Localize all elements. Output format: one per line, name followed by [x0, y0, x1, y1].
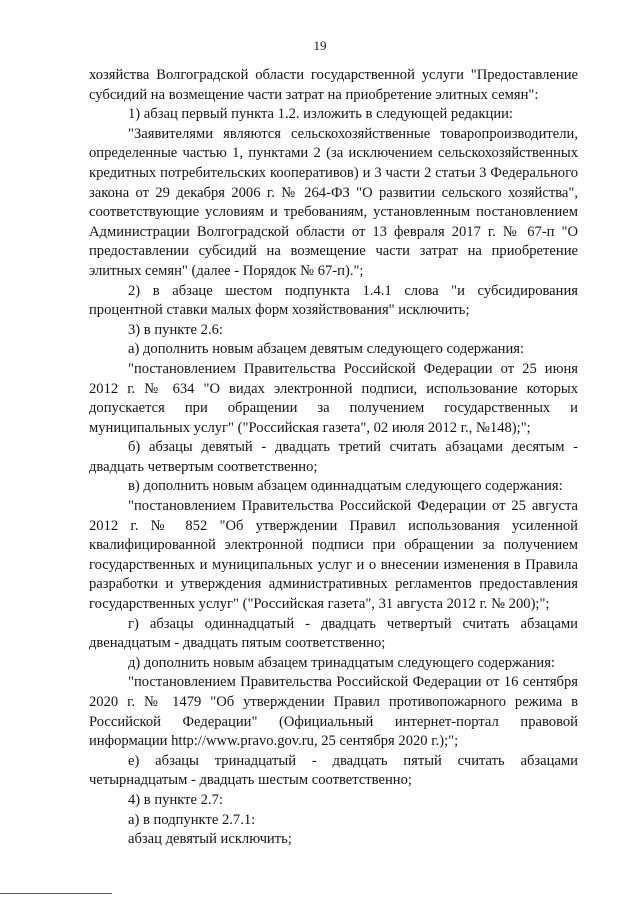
paragraph: 1) абзац первый пункта 1.2. изложить в следующей редакции:	[128, 106, 513, 123]
paragraph: 4) в пункте 2.7:	[128, 791, 223, 808]
paragraph: а) в подпункте 2.7.1:	[128, 811, 256, 828]
paragraph: д) дополнить новым абзацем тринадцатым следующего содержания:	[128, 654, 555, 671]
paragraph: в) дополнить новым абзацем одиннадцатым следующего содержания:	[128, 478, 563, 495]
paragraph: "постановлением Правительства Российской Федерации от 25 июня 2012 г. № 634 "О видах электронной подписи, использование которых допускается при обращении за получением государственных и муниципальных услуг" ("Российская газета", 02 июля 2012 г., №148);";	[89, 360, 578, 436]
paragraph: а) дополнить новым абзацем девятым следующего содержания:	[128, 341, 525, 358]
paragraph: "Заявителями являются сельскохозяйственные товаропроизводители, определенные частью 1, пунктами 2 (за исключением сельскохозяйственных кредитных потребительских кооперативов) и 3 части 2 статьи 3 Федерального закона от 29 декабря 2006 г. № 264-ФЗ "О развитии сельского хозяйства", соответствующие условиям и требованиям, установленным постановлением Администрации Волгоградской области от 13 февраля 2017 г. № 67-п "О предоставлении субсидий на возмещение части затрат на приобретение элитных семян" (далее - Порядок № 67-п).";	[89, 125, 578, 279]
paragraph: 2) в абзаце шестом подпункта 1.4.1 слова "и субсидирования процентной ставки малых форм хозяйствования" исключить;	[89, 282, 578, 319]
paragraph: е) абзацы тринадцатый - двадцать пятый считать абзацами четырнадцатым - двадцать шестым соответственно;	[89, 752, 578, 789]
paragraph: "постановлением Правительства Российской Федерации от 16 сентября 2020 г. № 1479 "Об утверждении Правил противопожарного режима в Российской Федерации" (Официальный интернет-портал правовой информации http://www.pravo.gov.ru, 25 сентября 2020 г.);";	[89, 674, 578, 750]
page-number: 19	[313, 38, 327, 53]
paragraph: "постановлением Правительства Российской Федерации от 25 августа 2012 г. № 852 "Об утверждении Правил использования усиленной квалифицированной электронной подписи при обращении за получением государственных и муниципальных услуг и о внесении изменения в Правила разработки и утверждения административных регламентов предоставления государственных услуг" ("Российская газета", 31 августа 2012 г. № 200);";	[89, 498, 578, 613]
paragraph: хозяйства Волгоградской области государственной услуги "Предоставление субсидий на возмещение части затрат на приобретение элитных семян":	[89, 67, 578, 103]
paragraph: 3) в пункте 2.6:	[128, 321, 223, 338]
paragraph: б) абзацы девятый - двадцать третий считать абзацами десятым - двадцать четвертым соответственно;	[89, 439, 578, 475]
paragraph: абзац девятый исключить;	[128, 831, 292, 848]
document-body	[89, 66, 578, 850]
paragraph: г) абзацы одиннадцатый - двадцать четвертый считать абзацами двенадцатым - двадцать пятым соответственно;	[89, 615, 578, 652]
footer-rule	[0, 893, 112, 894]
